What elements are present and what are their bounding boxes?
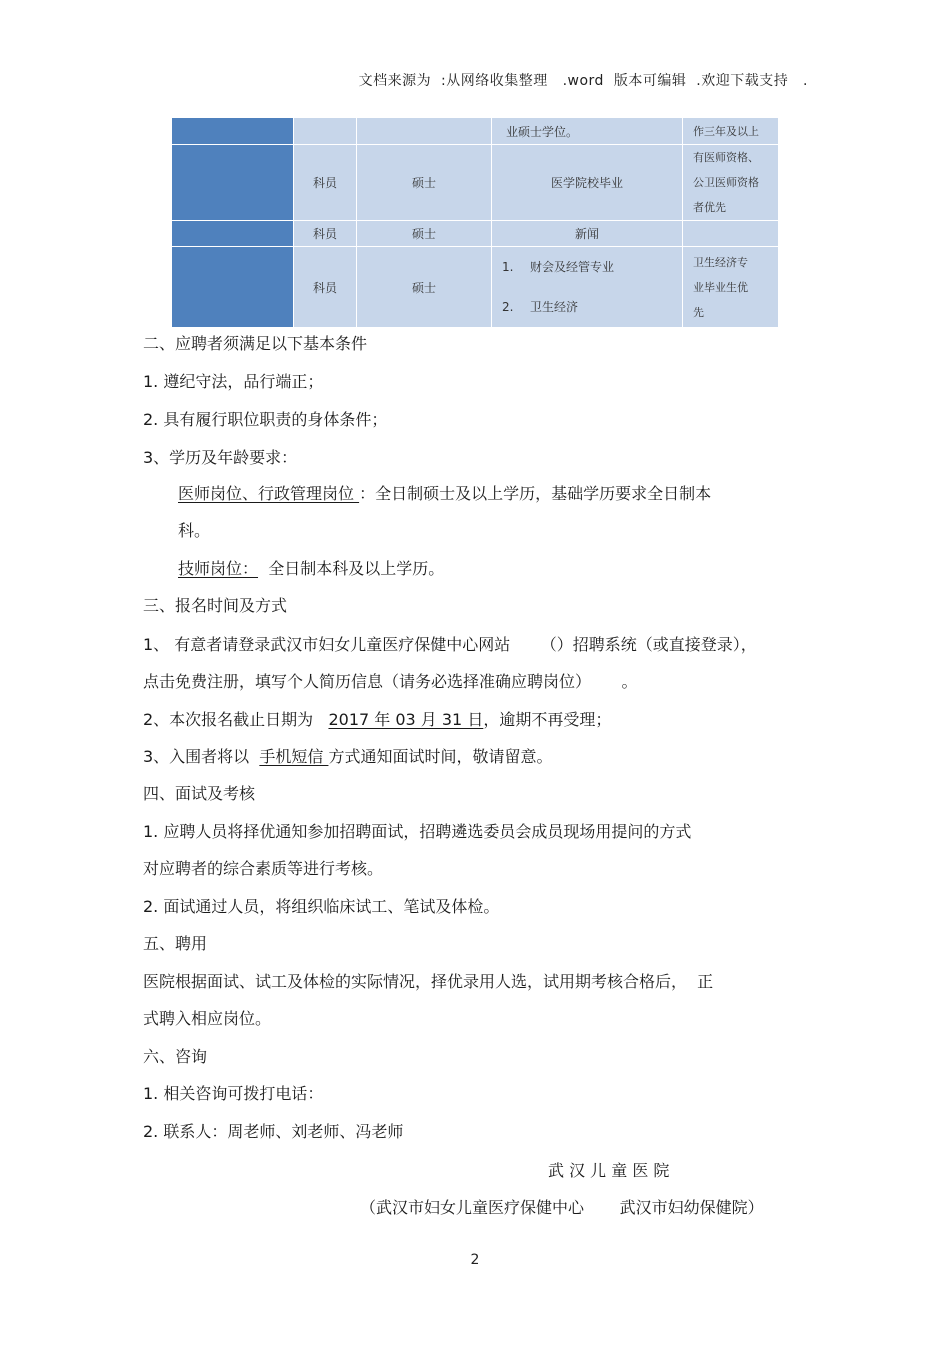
section-title: 二、应聘者须满足以下基本条件	[143, 334, 368, 353]
tech-post-label: 技师岗位：	[178, 559, 259, 578]
requirement-line: 医师岗位、行政管理岗位 ：全日制硕士及以上学历，基础学历要求全日制本	[178, 484, 712, 503]
dept-cell	[172, 221, 294, 247]
list-item: 2. 面试通过人员，将组织临床试工、笔试及体检。	[143, 897, 500, 916]
page-header: 文档来源为 :从网络收集整理 .word 版本可编辑 .欢迎下载支持 .	[358, 73, 808, 89]
dept-cell	[172, 247, 294, 328]
list-item: 2、本次报名截止日期为 2017 年 03 月 31 日，逾期不再受理；	[143, 710, 612, 729]
list-item: 1、 有意者请登录武汉市妇女儿童医疗保健中心网站 （）招聘系统（或直接登录），	[143, 635, 757, 654]
role-cell: 科员	[294, 247, 357, 328]
paragraph-line: 医院根据面试、试工及体检的实际情况，择优录用人选，试用期考核合格后， 正	[143, 972, 714, 991]
deadline-date: 2017 年 03 月 31 日	[328, 710, 484, 729]
section-title: 四、面试及考核	[143, 784, 256, 803]
note-cell	[683, 221, 779, 247]
doctor-post-label: 医师岗位、行政管理岗位	[178, 484, 360, 503]
section-title: 五、聘用	[143, 934, 208, 953]
major-cell	[492, 247, 683, 328]
note-line: 者优先	[693, 201, 726, 214]
degree-cell: 硕士	[357, 145, 492, 221]
section-title: 六、咨询	[143, 1047, 208, 1066]
table-row	[172, 145, 779, 221]
list-item: 点击免费注册，填写个人简历信息（请务必选择准确应聘岗位） 。	[143, 672, 638, 691]
page-number: 2	[470, 1252, 480, 1268]
note-line: 业毕业生优	[693, 280, 748, 294]
dept-cell	[172, 118, 294, 145]
notify-method: 手机短信	[259, 747, 329, 766]
list-item: 1. 相关咨询可拨打电话：	[143, 1084, 324, 1103]
list-item: 3、学历及年龄要求：	[143, 448, 298, 467]
signature-sub: （武汉市妇女儿童医疗保健中心 武汉市妇幼保健院）	[360, 1198, 764, 1217]
note-cell	[683, 145, 779, 221]
list-item: 对应聘者的综合素质等进行考核。	[143, 859, 384, 878]
major-cell: 新闻	[492, 221, 683, 247]
degree-cell: 硕士	[357, 247, 492, 328]
note-line: 卫生经济专	[693, 255, 748, 269]
note-cell	[683, 247, 779, 328]
degree-cell: 硕士	[357, 221, 492, 247]
note-line: 先	[693, 305, 704, 319]
major-cell: 业硕士学位。	[492, 118, 683, 145]
signature-org: 武 汉 儿 童 医 院	[548, 1161, 670, 1180]
role-cell	[294, 118, 357, 145]
note-cell: 作三年及以上	[683, 118, 779, 145]
list-item: 2. 联系人：周老师、刘老师、冯老师	[143, 1122, 404, 1141]
degree-cell	[357, 118, 492, 145]
table-row	[172, 247, 779, 328]
requirement-line: 科。	[178, 521, 211, 540]
role-cell: 科员	[294, 145, 357, 221]
major-item: 1. 财会及经管专业	[502, 260, 615, 274]
list-item: 1. 遵纪守法，品行端正；	[143, 372, 324, 391]
note-line: 有医师资格、	[693, 151, 759, 164]
major-item: 2. 卫生经济	[502, 300, 579, 314]
paragraph-line: 式聘入相应岗位。	[143, 1009, 272, 1028]
table-row	[172, 118, 779, 145]
requirement-line: 技师岗位： 全日制本科及以上学历。	[178, 559, 445, 578]
list-item: 3、入围者将以 手机短信 方式通知面试时间，敬请留意。	[143, 747, 553, 766]
list-item: 1. 应聘人员将择优通知参加招聘面试，招聘遴选委员会成员现场用提问的方式	[143, 822, 692, 841]
role-cell: 科员	[294, 221, 357, 247]
list-item: 2. 具有履行职位职责的身体条件；	[143, 410, 388, 429]
job-table	[171, 117, 779, 328]
dept-cell	[172, 145, 294, 221]
section-title: 三、报名时间及方式	[143, 596, 288, 615]
note-line: 公卫医师资格	[693, 176, 759, 189]
table-row	[172, 221, 779, 247]
major-cell: 医学院校毕业	[492, 145, 683, 221]
